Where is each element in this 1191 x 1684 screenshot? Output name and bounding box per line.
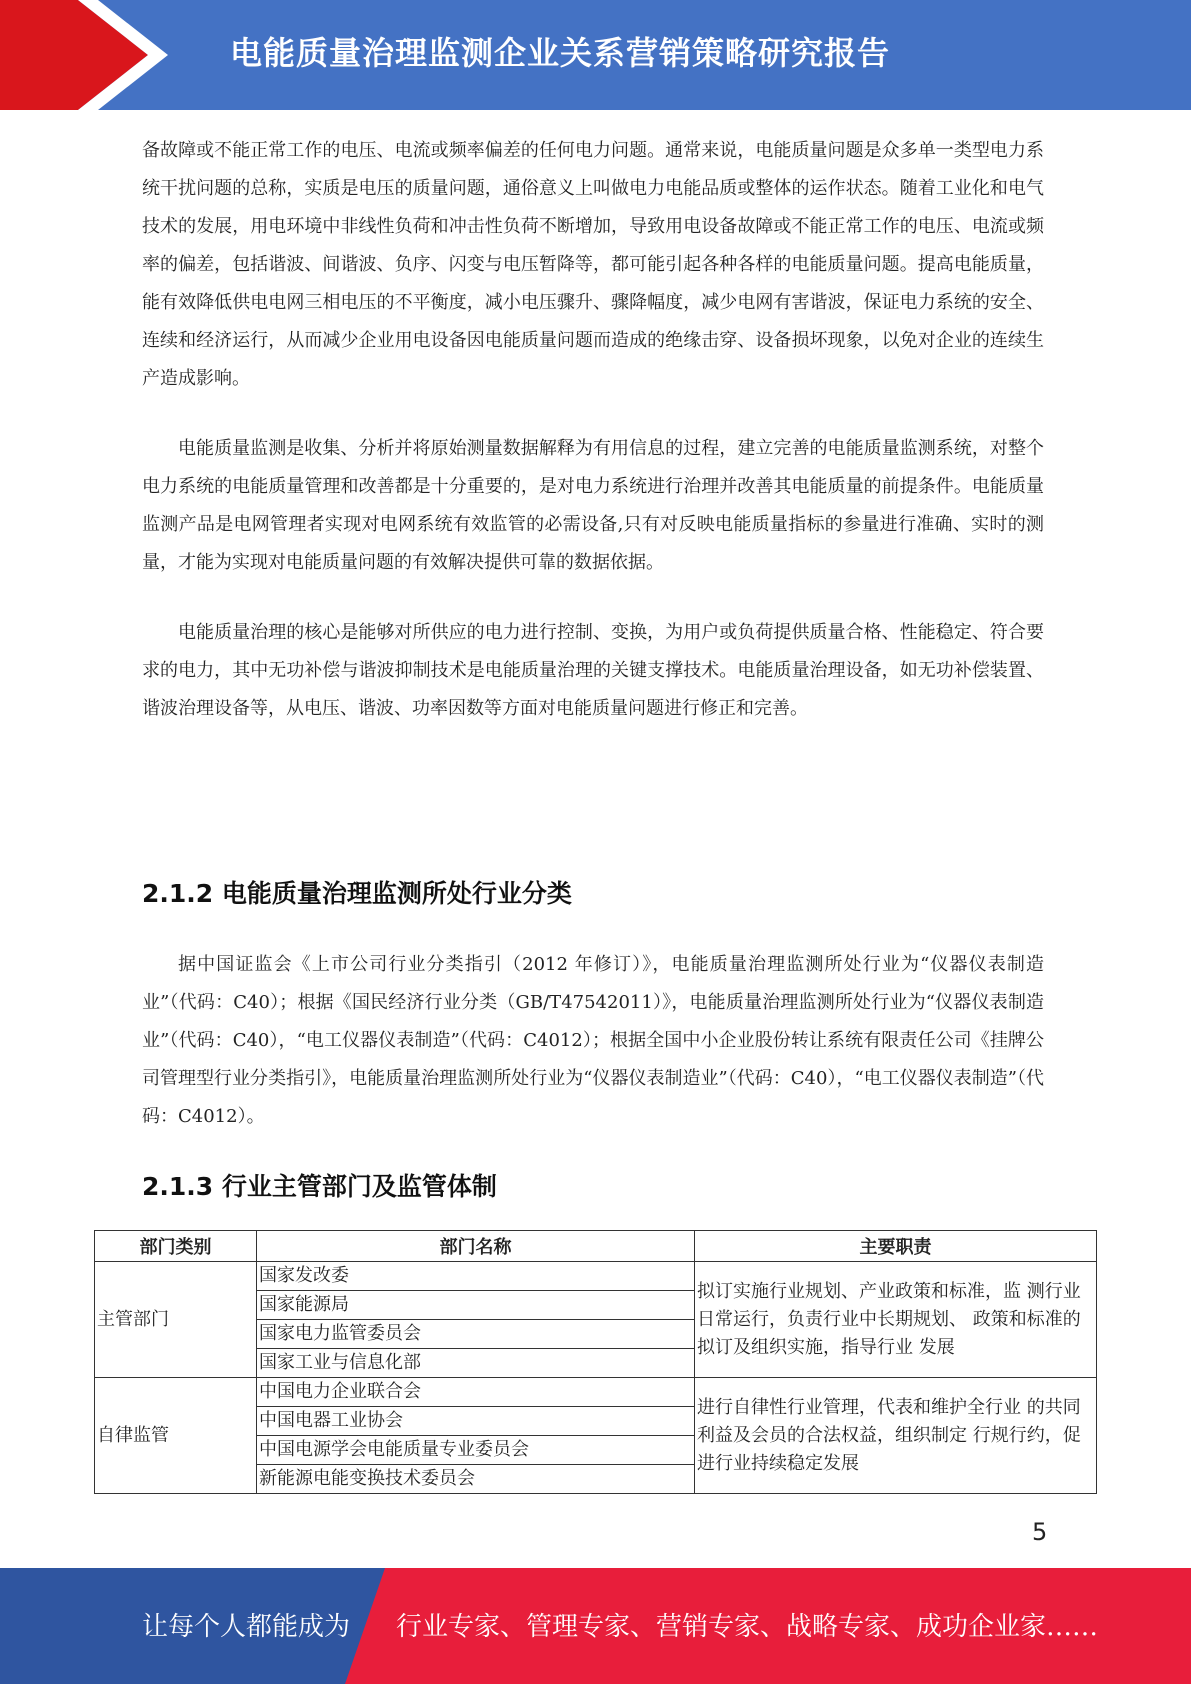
column-header: 部门类别 [95,1231,257,1262]
duty-cell: 进行自律性行业管理，代表和维护全行业 的共同利益及会员的合法权益，组织制定 行规行约，促进行业持续稳定发展 [695,1378,1097,1494]
page-footer [0,1568,1191,1684]
table-row [95,1378,1097,1407]
section-heading-2-1-3: 2.1.3 行业主管部门及监管体制 [142,1172,497,1201]
paragraph: 备故障或不能正常工作的电压、电流或频率偏差的任何电力问题。通常来说，电能质量问题是众多单一类型电力系统干扰问题的总称，实质是电压的质量问题，通俗意义上叫做电力电能品质或整体的运作状态。随着工业化和电气技术的发展，用电环境中非线性负荷和冲击性负荷不断增加，导致用电设备故障或不能正常工作的电压、电流或频率的偏差，包括谐波、间谐波、负序、闪变与电压暂降等，都可能引起各种各样的电能质量问题。提高电能质量，能有效降低供电电网三相电压的不平衡度，减小电压骤升、骤降幅度，减少电网有害谐波，保证电力系统的安全、连续和经济运行，从而减少企业用电设备因电能质量问题而造成的绝缘击穿、设备损坏现象，以免对企业的连续生产造成影响。 [142,140,1044,389]
paragraph: 电能质量监测是收集、分析并将原始测量数据解释为有用信息的过程，建立完善的电能质量监测系统，对整个电力系统的电能质量管理和改善都是十分重要的，是对电力系统进行治理并改善其电能质量的前提条件。电能质量监测产品是电网管理者实现对电网系统有效监管的必需设备,只有对反映电能质量指标的参量进行准确、实时的测量，才能为实现对电能质量问题的有效解决提供可靠的数据依据。 [142,438,1044,573]
department-name-cell: 国家工业与信息化部 [257,1349,695,1378]
department-name-cell: 新能源电能变换技术委员会 [257,1465,695,1494]
department-name-cell: 国家能源局 [257,1291,695,1320]
footer-slogan-left: 让每个人都能成为 [142,1612,351,1642]
page-header [0,0,1191,110]
department-name-cell: 国家发改委 [257,1262,695,1291]
table-row [95,1262,1097,1291]
regulatory-table [94,1230,1097,1494]
department-name-cell: 中国电源学会电能质量专业委员会 [257,1436,695,1465]
category-cell: 主管部门 [95,1262,257,1378]
body-text [142,132,1044,728]
section-heading-2-1-2: 2.1.2 电能质量治理监测所处行业分类 [142,879,572,908]
paragraph: 电能质量治理的核心是能够对所供应的电力进行控制、变换，为用户或负荷提供质量合格、性能稳定、符合要求的电力，其中无功补偿与谐波抑制技术是电能质量治理的关键支撑技术。电能质量治理设备，如无功补偿装置、谐波治理设备等，从电压、谐波、功率因数等方面对电能质量问题进行修正和完善。 [142,622,1044,719]
department-name-cell: 中国电力企业联合会 [257,1378,695,1407]
duty-cell: 拟订实施行业规划、产业政策和标准，监 测行业日常运行，负责行业中长期规划、 政策和标准的拟订及组织实施，指导行业 发展 [695,1262,1097,1378]
column-header: 部门名称 [257,1231,695,1262]
page-number: 5 [1032,1518,1048,1546]
footer-slogan-right: 行业专家、管理专家、营销专家、战略专家、成功企业家…… [396,1612,1099,1642]
category-cell: 自律监管 [95,1378,257,1494]
industry-classification-paragraph: 据中国证监会《上市公司行业分类指引（2012 年修订）》，电能质量治理监测所处行业为“仪器仪表制造业”（代码：C40）；根据《国民经济行业分类（GB/T47542011）》，电能质量治理监测所处行业为“仪器仪表制造业”（代码：C40），“电工仪器仪表制造”（代码：C4012）；根据全国中小企业股份转让系统有限责任公司《挂牌公司管理型行业分类指引》，电能质量治理监测所处行业为“仪器仪表制造业”（代码：C40），“电工仪器仪表制造”（代码：C4012）。 [142,954,1044,1127]
column-header: 主要职责 [695,1231,1097,1262]
department-name-cell: 国家电力监管委员会 [257,1320,695,1349]
report-title: 电能质量治理监测企业关系营销策略研究报告 [230,34,891,72]
department-name-cell: 中国电器工业协会 [257,1407,695,1436]
table-header-row [95,1231,1097,1262]
